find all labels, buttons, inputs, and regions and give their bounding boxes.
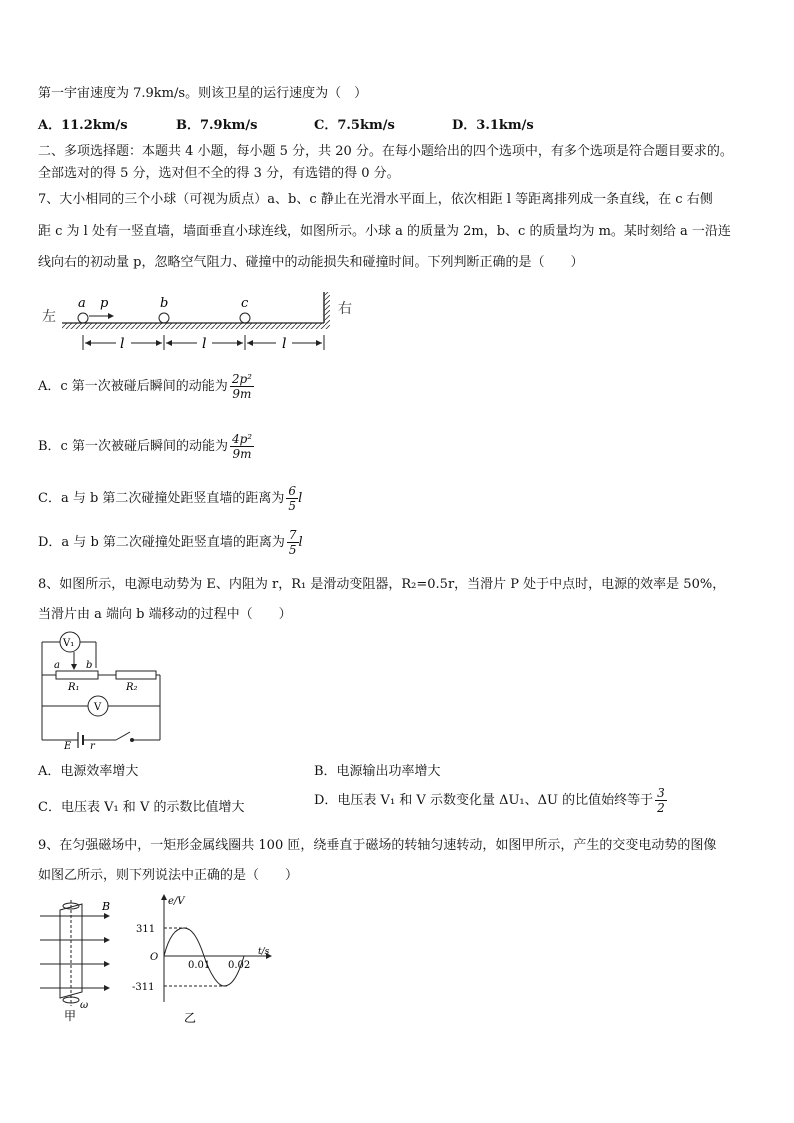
q8-option-a: A．电源效率增大 [38,764,139,779]
q9-figure-jia [38,896,128,1026]
label-field-b: B [102,900,111,913]
label-a-end: a [54,660,60,671]
caption-yi: 乙 [184,1011,197,1025]
q7-option-d [38,528,303,557]
ball-b [159,313,169,323]
caption-jia: 甲 [64,1009,77,1023]
q9-stem-2: 如图乙所示，则下列说法中正确的是（ ） [38,868,299,883]
q7-option-c-text: C．a 与 b 第二次碰撞处距竖直墙的距离为 [38,491,285,506]
fraction-numerator: 3 [657,786,665,800]
q6-option-a: A．11.2km/s [38,118,128,133]
q6-stem-tail: 第一宇宙速度为 7.9km/s。则该卫星的运行速度为（ ） [38,86,368,101]
label-omega: ω [80,1000,89,1011]
q7-stem-3: 线向右的初动量 p，忽略空气阻力、碰撞中的动能损失和碰撞时间。下列判断正确的是（ ） [38,255,584,270]
label-a: a [78,296,86,311]
q8-option-d [314,786,667,815]
fraction-denominator: 2 [657,801,665,815]
q8-option-b: B．电源输出功率增大 [314,764,441,779]
label-r1: R₁ [68,682,80,693]
fraction-denominator: 9m [232,447,252,461]
label-b-end: b [86,660,93,671]
q8-option-c: C．电压表 V₁ 和 V 的示数比值增大 [38,800,245,815]
axis-label-t: t/s [258,947,270,957]
q7-right-label: 右 [338,301,352,317]
label-b: b [160,296,169,311]
q7-option-d-fraction [287,528,299,557]
q7-option-b [38,432,254,461]
tick-neg311: -311 [132,982,155,993]
section2-scoring: 全部选对的得 5 分，选对但不全的得 3 分，有选错的得 0 分。 [38,166,400,181]
tick-311: 311 [136,924,156,935]
label-v: V [94,702,102,713]
resistor-r2 [116,671,156,679]
dim-l-2: l [202,336,207,352]
tick-0-01: 0.01 [188,960,211,971]
q7-option-a-fraction [230,372,254,401]
dim-l-1: l [120,336,125,352]
fraction-numerator: 6 [288,484,297,498]
q9-stem-1: 9、在匀强磁场中，一矩形金属线圈共 100 匝，绕垂直于磁场的转轴匀速转动，如图甲所示，产生的交变电动势的图像 [38,838,717,853]
q8-option-d-fraction [655,786,667,815]
tick-0-02: 0.02 [228,960,251,971]
q8-stem-2: 当滑片由 a 端向 b 端移动的过程中（ ） [38,607,292,622]
q7-stem-2: 距 c 为 l 处有一竖直墙，墙面垂直小球连线，如图所示。小球 a 的质量为 2m，b、c 的质量均为 m。某时刻给 a 一沿连 [38,224,731,239]
q7-option-a-text: A．c 第一次被碰后瞬间的动能为 [38,379,228,394]
q9-figure-yi [130,892,280,1028]
q6-option-d: D．3.1km/s [452,118,534,133]
fraction-numerator: 4p² [231,432,253,446]
q8-stem-1: 8、如图所示，电源电动势为 E、内阻为 r，R₁ 是滑动变阻器，R₂=0.5r，当滑片 P 处于中点时，电源的效率是 50%， [38,577,726,592]
q7-option-d-text: D．a 与 b 第二次碰撞处距竖直墙的距离为 [38,535,285,550]
sine-curve [164,928,244,986]
label-p: p [100,296,109,311]
q7-stem-1: 7、大小相同的三个小球（可视为质点）a、b、c 静止在光滑水平面上，依次相距 l 等距离排列成一条直线，在 c 右侧 [38,192,713,207]
fraction-denominator: 9m [232,387,252,401]
origin-label: O [150,952,159,963]
q6-option-b: B．7.9km/s [176,118,258,133]
q7-option-c [38,484,302,513]
q7-option-c-fraction [286,484,298,513]
ball-c [240,313,250,323]
label-c: c [241,296,249,311]
q7-option-b-fraction [230,432,254,461]
dim-l-3: l [282,336,287,352]
q8-option-d-text: D．电压表 V₁ 和 V 示数变化量 ΔU₁、ΔU 的比值始终等于 [314,793,654,808]
section2-heading: 二、多项选择题：本题共 4 小题，每小题 5 分，共 20 分。在每小题给出的四个选项中，有多个选项是符合题目要求的。 [38,144,733,159]
fraction-numerator: 2p² [231,372,252,386]
resistor-r1 [56,671,98,679]
q7-option-a [38,372,254,401]
q7-option-d-unit: l [298,535,303,550]
ball-a [78,313,88,323]
fraction-denominator: 5 [288,499,297,513]
label-v1: V₁ [63,638,75,649]
q7-left-label: 左 [42,309,56,325]
label-r: r [90,741,95,750]
q7-option-b-text: B．c 第一次被碰后瞬间的动能为 [38,439,228,454]
label-r2: R₂ [126,682,138,693]
axis-label-e: e/V [168,896,185,907]
label-e: E [64,741,72,750]
q7-figure [40,290,370,360]
q8-circuit-figure [36,628,166,750]
fraction-denominator: 5 [288,543,297,557]
q7-option-c-unit: l [298,491,303,506]
q6-option-c: C．7.5km/s [314,118,395,133]
fraction-numerator: 7 [288,528,297,542]
